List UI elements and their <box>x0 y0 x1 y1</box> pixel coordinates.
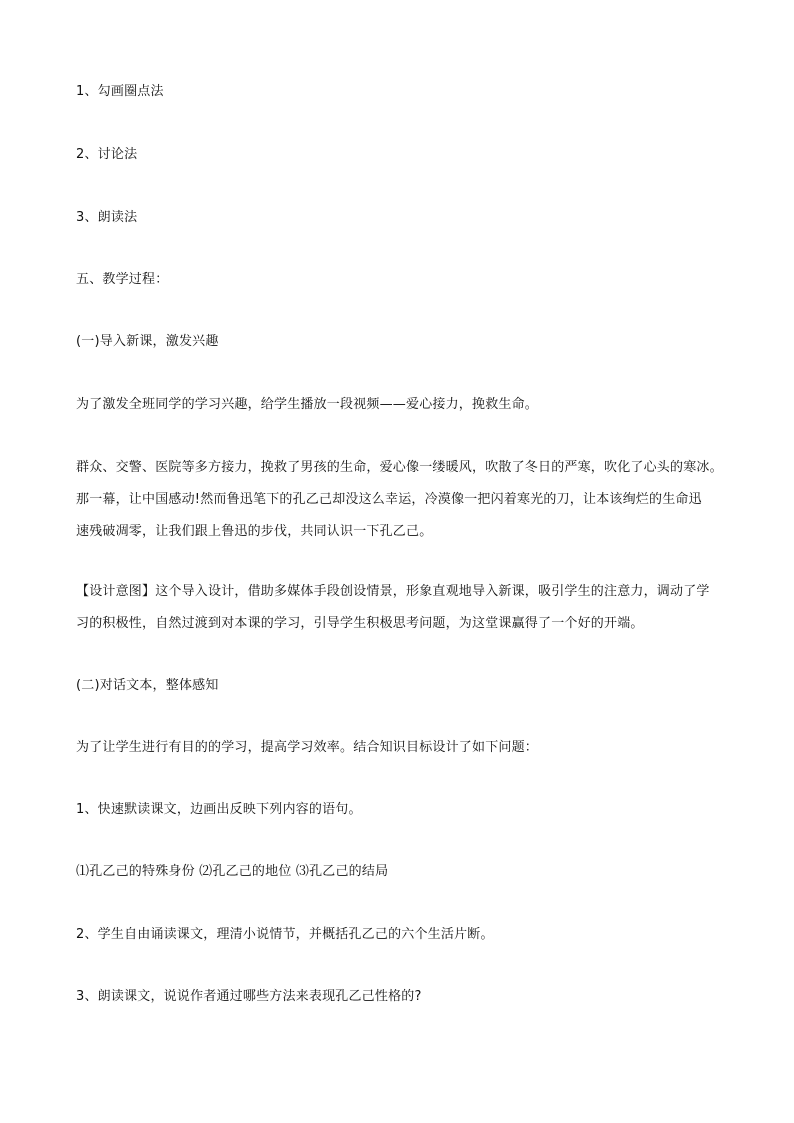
story-paragraph-line: 那一幕，让中国感动!然而鲁迅笔下的孔乙己却没这么幸运，冷漠像一把闪着寒光的刀，让本该绚烂的生命迅 <box>76 492 702 507</box>
story-paragraph-line: 群众、交警、医院等多方接力，挽救了男孩的生命，爱心像一缕暖风，吹散了冬日的严寒，吹化了心头的寒冰。 <box>76 460 723 475</box>
section-heading-teaching-process: 五、教学过程： <box>76 272 169 287</box>
question-3: 3、朗读课文，说说作者通过哪些方法来表现孔乙己性格的? <box>76 989 422 1004</box>
question-2: 2、学生自由诵读课文，理清小说情节，并概括孔乙己的六个生活片断。 <box>76 927 494 942</box>
design-intent-line: 【设计意图】这个导入设计，借助多媒体手段创设情景，形象直观地导入新课，吸引学生的注意力，调动了学 <box>76 584 710 599</box>
subsection-heading-2: (二)对话文本，整体感知 <box>76 678 219 693</box>
method-item-1: 1、勾画圈点法 <box>76 84 164 99</box>
goal-sentence: 为了让学生进行有目的的学习，提高学习效率。结合知识目标设计了如下问题： <box>76 740 539 755</box>
method-item-2: 2、讨论法 <box>76 147 138 162</box>
story-paragraph <box>76 452 736 548</box>
question-1: 1、快速默读课文，边画出反映下列内容的语句。 <box>76 802 362 817</box>
design-intent-line: 习的积极性，自然过渡到对本课的学习，引导学生积极思考问题，为这堂课赢得了一个好的开端。 <box>76 616 644 631</box>
question-1-subitems: ⑴孔乙己的特殊身份 ⑵孔乙己的地位 ⑶孔乙己的结局 <box>76 864 389 879</box>
design-intent-paragraph <box>76 576 736 640</box>
method-item-3: 3、朗读法 <box>76 210 138 225</box>
story-paragraph-line: 速残破凋零，让我们跟上鲁迅的步伐，共同认识一下孔乙己。 <box>76 524 433 539</box>
subsection-heading-1: (一)导入新课，激发兴趣 <box>76 334 219 349</box>
intro-sentence: 为了激发全班同学的学习兴趣，给学生播放一段视频——爱心接力，挽救生命。 <box>76 397 539 412</box>
